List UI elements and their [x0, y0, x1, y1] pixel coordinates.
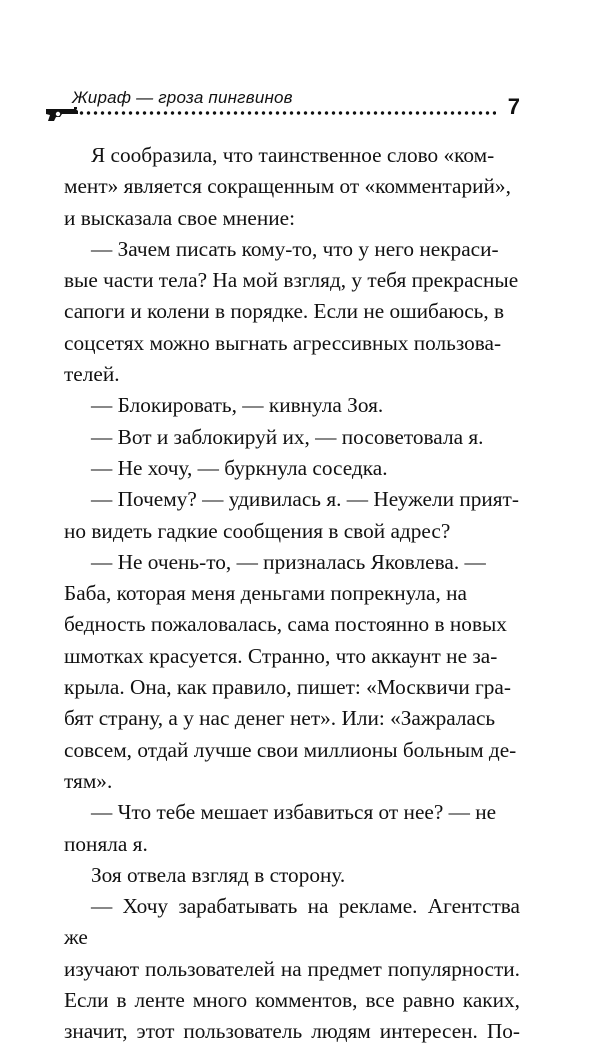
paragraph: — Зачем писать кому-то, что у него некраси- вые части тела? На мой взгляд, у тебя прекрасные сапоги и колени в порядке. Если не ошибаюсь, в соцсетях можно выгнать агрессивных пользова- телей.: [64, 236, 519, 387]
paragraph: — Хочу зарабатывать на рекламе. Агентства же изучают пользователей на предмет популярности. Если в ленте много комментов, все равно каких, значит, этот пользователь людям интересен. По-: [64, 894, 520, 1044]
paragraph: — Не очень-то, — призналась Яковлева. — Баба, которая меня деньгами попрекнула, на бедность пожаловалась, сама постоянно в новых шмотках красуется. Странно, что аккаунт не за- крыла. Она, как правило, пишет: «Москвичи гра- бят страну, а у нас денег нет». Или: «Зажралась совсем, отдай лучше свои миллионы больным де- тям».: [64, 549, 517, 793]
paragraph: — Почему? — удивилась я. — Неужели прият- но видеть гадкие сообщения в свой адрес?: [64, 487, 519, 543]
paragraph: Зоя отвела взгляд в сторону.: [91, 862, 346, 887]
paragraph: — Что тебе мешает избавиться от нее? — не поняла я.: [64, 800, 497, 856]
paragraph: — Вот и заблокируй их, — посоветовала я.: [91, 424, 484, 449]
body-text: [64, 140, 520, 1048]
paragraph: Я сообразила, что таинственное слово «ком- мент» является сокращенным от «комментарий», и высказала свое мнение:: [64, 143, 511, 230]
revolver-icon: [44, 106, 80, 122]
page-number: 7: [507, 94, 520, 119]
running-title: Жираф — гроза пингвинов: [72, 88, 293, 107]
running-header: [44, 86, 522, 126]
paragraph: — Не хочу, — буркнула соседка.: [91, 455, 388, 480]
paragraph: — Блокировать, — кивнула Зоя.: [91, 393, 384, 418]
dotted-leader: [78, 110, 496, 116]
